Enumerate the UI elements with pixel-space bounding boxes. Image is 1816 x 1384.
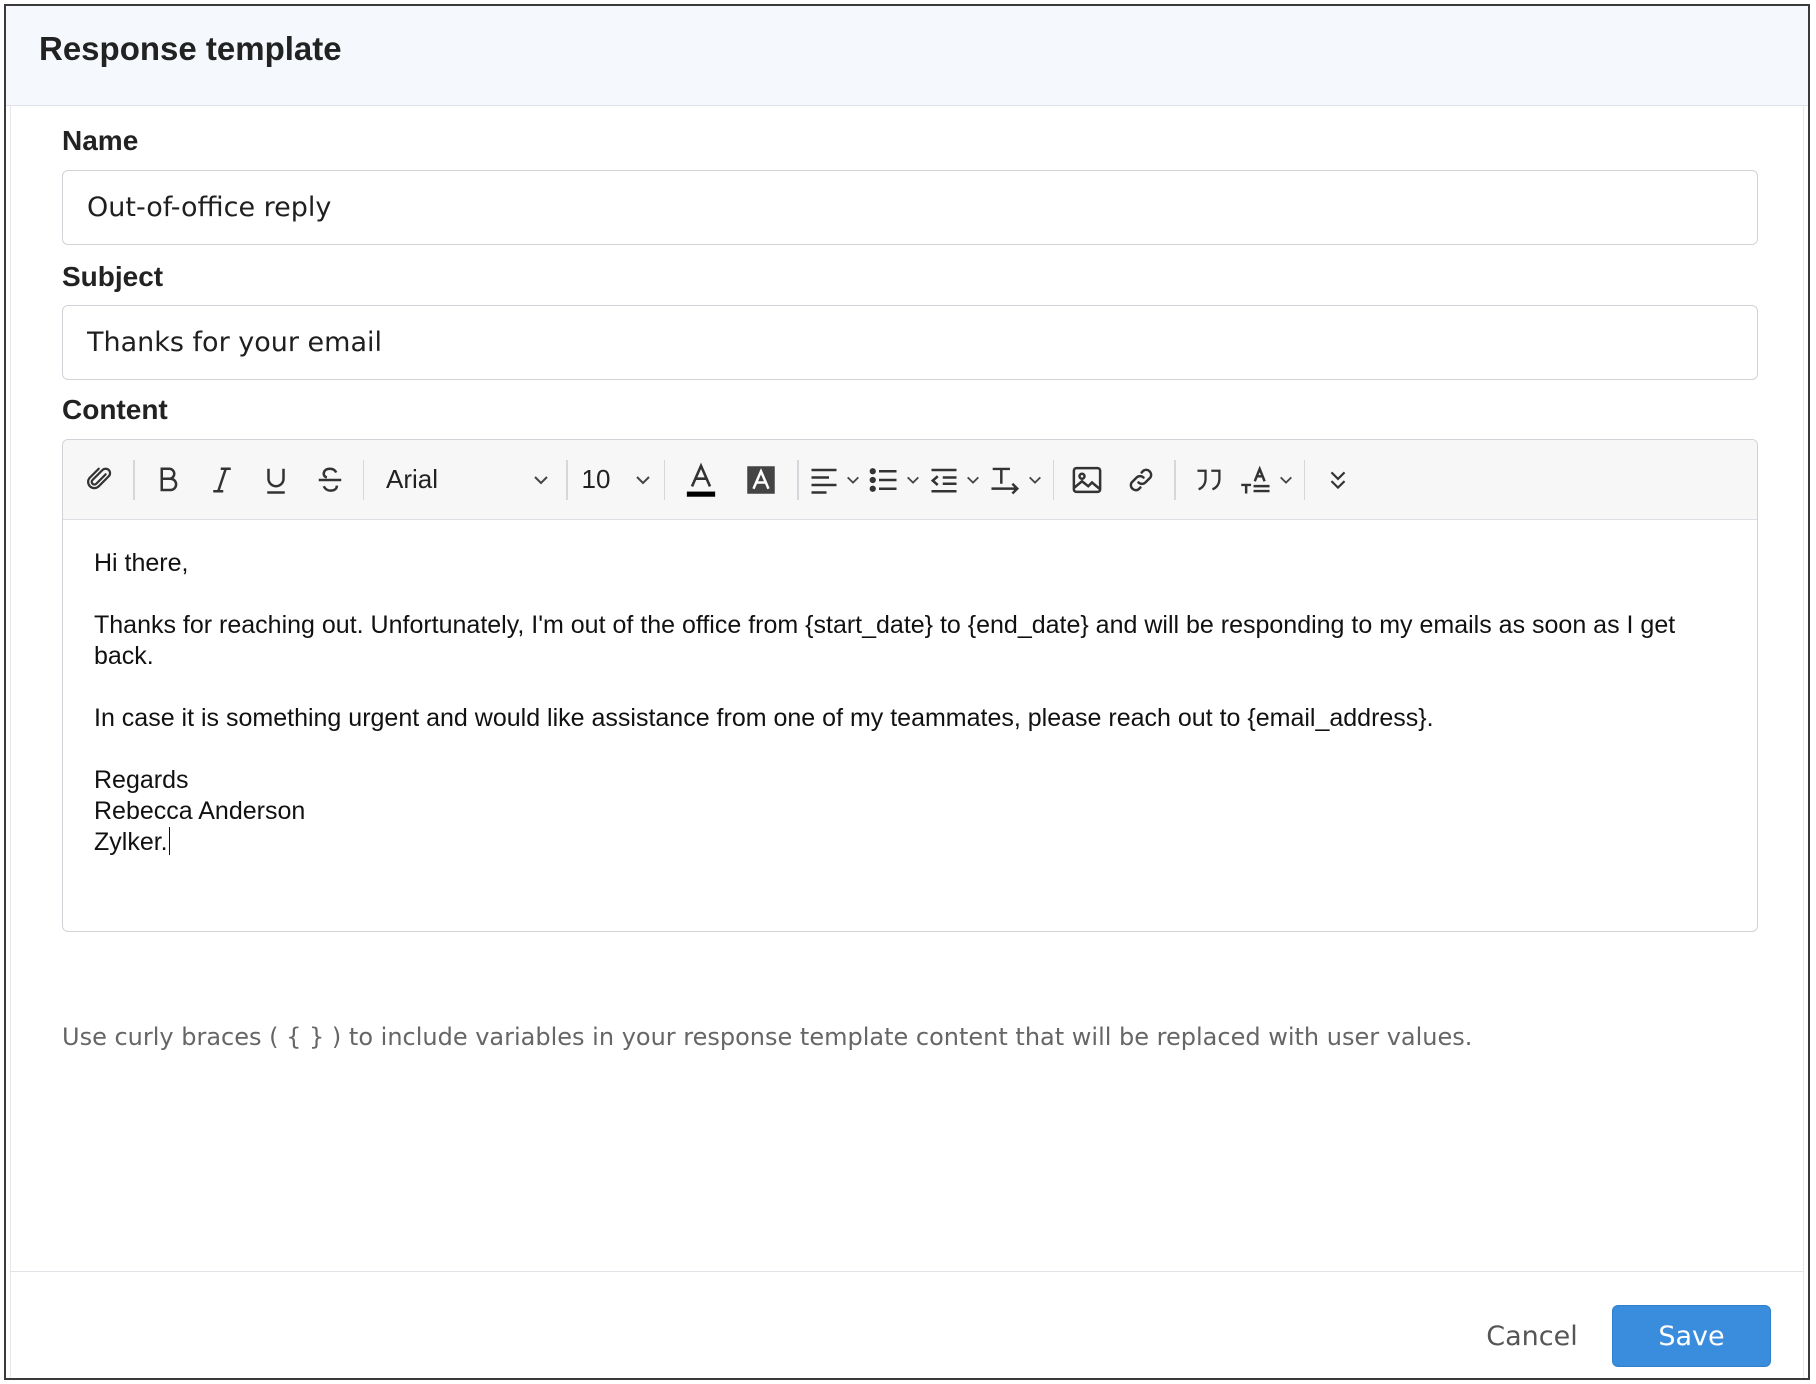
font-size-value: 10: [581, 464, 611, 494]
attachment-icon: [85, 465, 115, 495]
italic-button[interactable]: [195, 452, 249, 508]
content-paragraph-2: In case it is something urgent and would like assistance from one of my teammates, please reach out to {email_address}.: [94, 704, 1434, 732]
bullet-list-button[interactable]: [865, 452, 925, 508]
chevron-down-icon: [634, 474, 652, 486]
rich-text-editor: [62, 439, 1758, 932]
helper-text: Use curly braces ( { } ) to include variables in your response template content that will be replaced with user values.: [62, 1023, 1473, 1051]
font-family-select[interactable]: [370, 452, 560, 508]
content-paragraph-1: Thanks for reaching out. Unfortunately, I'm out of the office from {start_date} to {end_date} and will be responding to my emails as soon as I get back.: [94, 611, 1676, 670]
highlight-color-button[interactable]: [731, 452, 791, 508]
chevron-down-icon: [905, 474, 921, 486]
content-company-line: [94, 827, 1717, 858]
attachment-button[interactable]: [73, 452, 127, 508]
toolbar-separator: [363, 460, 365, 500]
text-direction-icon: [989, 465, 1021, 495]
content-company: Zylker.: [94, 828, 168, 856]
more-options-button[interactable]: [1311, 452, 1365, 508]
quote-button[interactable]: [1182, 452, 1236, 508]
response-template-dialog: [4, 4, 1810, 1380]
chevron-down-icon: [845, 474, 861, 486]
font-size-style-icon: [1240, 465, 1272, 495]
insert-link-icon: [1126, 465, 1156, 495]
content-greeting: Hi there,: [94, 549, 189, 577]
toolbar-separator: [1053, 460, 1055, 500]
font-color-icon: [685, 462, 717, 498]
bold-icon: [155, 465, 181, 495]
content-label: Content: [62, 394, 168, 425]
chevron-down-icon: [1278, 474, 1294, 486]
highlight-color-icon: [746, 465, 776, 495]
chevron-down-icon: [965, 474, 981, 486]
content-sign-off: Regards: [94, 766, 189, 794]
editor-content[interactable]: [94, 548, 1717, 858]
align-icon: [809, 466, 839, 494]
subject-input[interactable]: [62, 305, 1758, 380]
insert-link-button[interactable]: [1114, 452, 1168, 508]
quote-icon: [1194, 467, 1224, 493]
chevron-down-icon: [1027, 474, 1043, 486]
insert-image-button[interactable]: [1060, 452, 1114, 508]
insert-image-icon: [1072, 466, 1102, 494]
font-size-select[interactable]: [574, 452, 658, 508]
toolbar-separator: [566, 460, 568, 500]
more-options-icon: [1328, 468, 1348, 492]
dialog-header: [6, 6, 1808, 106]
subject-label: Subject: [62, 261, 164, 292]
indent-button[interactable]: [925, 452, 985, 508]
font-size-style-button[interactable]: [1236, 452, 1298, 508]
name-input[interactable]: [62, 170, 1758, 245]
editor-toolbar: [63, 440, 1757, 520]
italic-icon: [209, 465, 235, 495]
toolbar-separator: [797, 460, 799, 500]
text-direction-button[interactable]: [985, 452, 1047, 508]
footer-divider: [10, 1271, 1804, 1272]
font-color-button[interactable]: [671, 452, 731, 508]
toolbar-separator: [1304, 460, 1306, 500]
toolbar-separator: [133, 460, 135, 500]
text-caret: [169, 827, 171, 855]
cancel-button[interactable]: Cancel: [1472, 1305, 1592, 1367]
strikethrough-icon: [316, 465, 344, 495]
underline-icon: [263, 465, 289, 495]
content-sender-name: Rebecca Anderson: [94, 797, 306, 825]
dialog-title: Response template: [39, 30, 342, 67]
align-button[interactable]: [805, 452, 865, 508]
toolbar-separator: [664, 460, 666, 500]
name-label: Name: [62, 125, 139, 156]
toolbar-separator: [1174, 460, 1176, 500]
chevron-down-icon: [532, 474, 550, 486]
underline-button[interactable]: [249, 452, 303, 508]
font-family-value: Arial: [386, 464, 439, 494]
bold-button[interactable]: [141, 452, 195, 508]
save-button[interactable]: Save: [1612, 1305, 1771, 1367]
indent-icon: [929, 466, 959, 494]
bullet-list-icon: [869, 466, 899, 494]
strikethrough-button[interactable]: [303, 452, 357, 508]
